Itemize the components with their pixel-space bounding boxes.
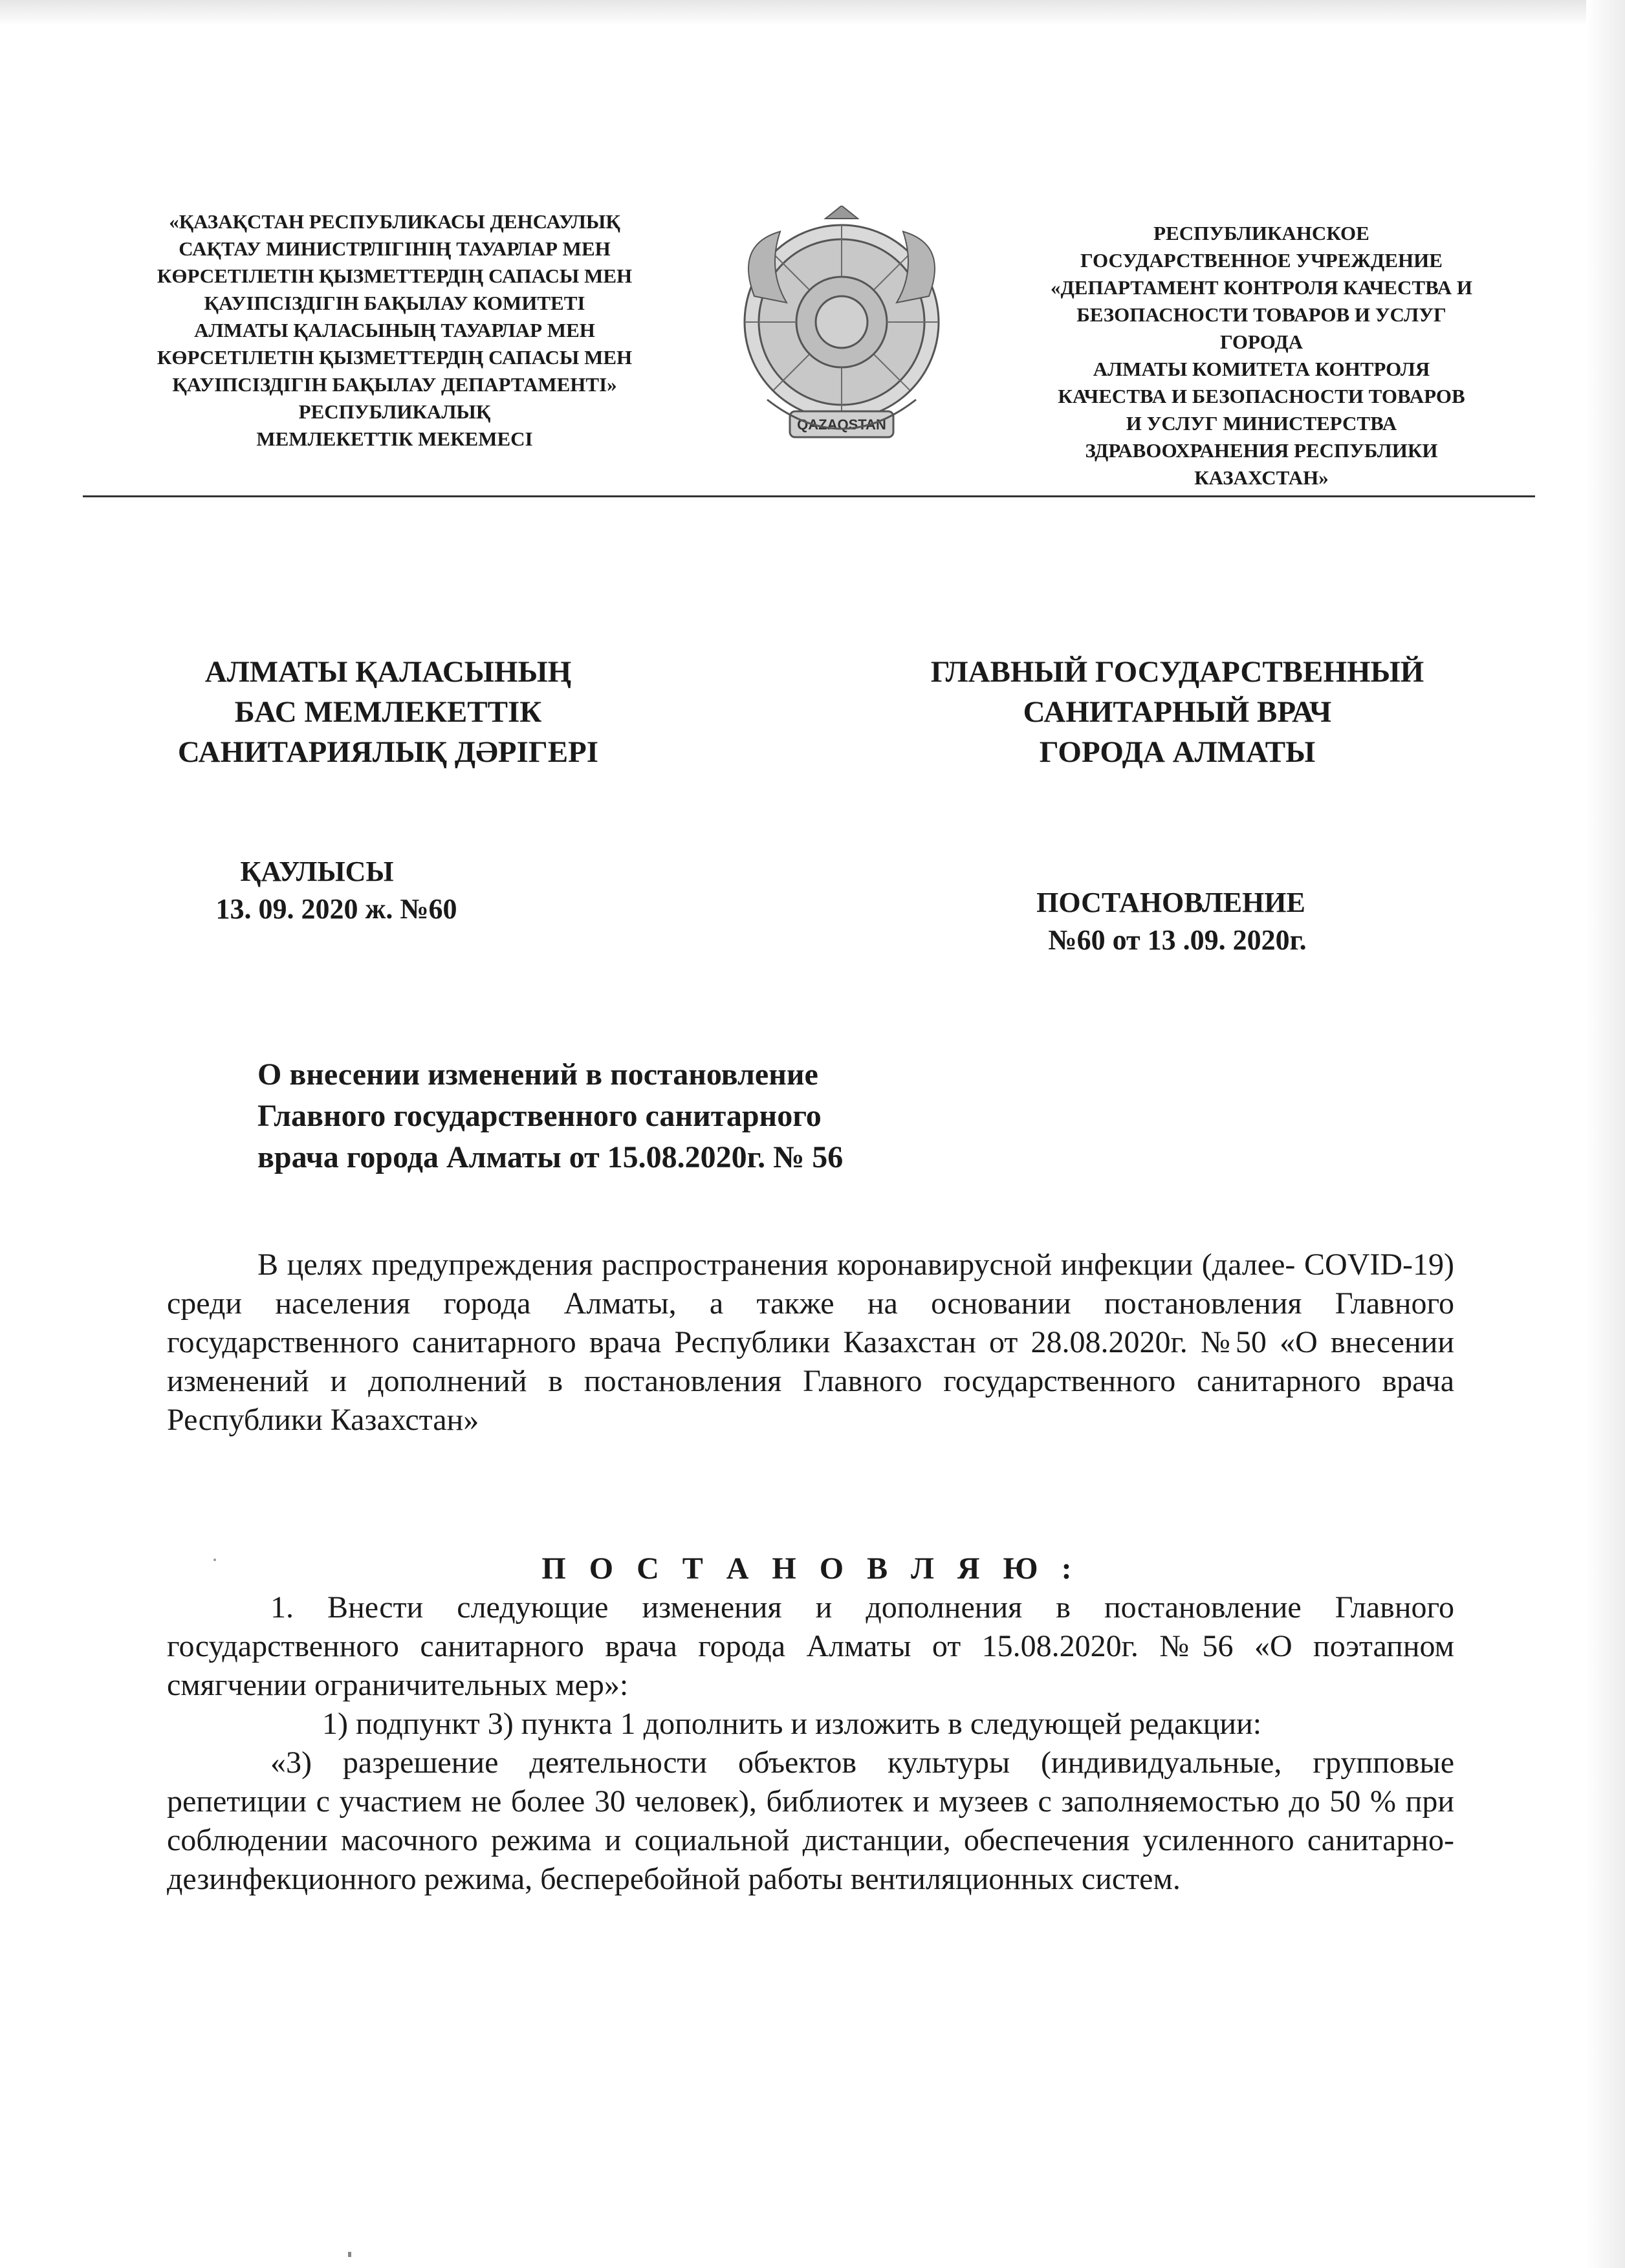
official-title-ru-line: ГЛАВНЫЙ ГОСУДАРСТВЕННЫЙ	[930, 655, 1424, 689]
letterhead-ru	[983, 220, 1540, 491]
letterhead-kz-line: КӨРСЕТІЛЕТІН ҚЫЗМЕТТЕРДІҢ САПАСЫ МЕН	[157, 346, 633, 369]
letterhead-kz-line: САҚТАУ МИНИСТРЛІГІНІҢ ТАУАРЛАР МЕН	[179, 237, 611, 260]
letterhead-kz-line: РЕСПУБЛИКАЛЫҚ	[298, 400, 491, 423]
letterhead-kz-line: ҚАУІПСІЗДІГІН БАҚЫЛАУ КОМИТЕТІ	[204, 292, 585, 314]
letterhead-ru-line: И УСЛУГ МИНИСТЕРСТВА	[1126, 412, 1397, 435]
doc-type-kz: ҚАУЛЫСЫ	[240, 856, 394, 887]
letterhead-ru-line: ГОРОДА	[1219, 330, 1303, 353]
letterhead-ru-line: ГОСУДАРСТВЕННОЕ УЧРЕЖДЕНИЕ	[1080, 249, 1443, 272]
letterhead-ru-line: БЕЗОПАСНОСТИ ТОВАРОВ И УСЛУГ	[1076, 303, 1446, 326]
letterhead-ru-line: КАЧЕСТВА И БЕЗОПАСНОСТИ ТОВАРОВ	[1058, 385, 1465, 407]
letterhead-divider	[83, 495, 1535, 497]
letterhead-kz-line: МЕМЛЕКЕТТІК МЕКЕМЕСІ	[256, 427, 533, 450]
letterhead-ru-line: РЕСПУБЛИКАНСКОЕ	[1153, 222, 1369, 244]
subject-line: О внесении изменений в постановление	[257, 1057, 818, 1092]
letterhead-kz-line: «ҚАЗАҚСТАН РЕСПУБЛИКАСЫ ДЕНСАУЛЫҚ	[169, 210, 620, 233]
official-title-ru-line: САНИТАРНЫЙ ВРАЧ	[1023, 695, 1332, 729]
official-title-kz-line: БАС МЕМЛЕКЕТТІК	[234, 695, 542, 729]
letterhead-ru-line: АЛМАТЫ КОМИТЕТА КОНТРОЛЯ	[1093, 358, 1430, 380]
official-title-kz	[123, 652, 653, 772]
letterhead-ru-line: КАЗАХСТАН»	[1194, 466, 1329, 489]
doc-type-ru: ПОСТАНОВЛЕНИЕ	[1036, 887, 1305, 918]
document-subject	[257, 1054, 1098, 1178]
scan-shadow-top	[0, 0, 1625, 26]
official-title-kz-line: АЛМАТЫ ҚАЛАСЫНЫҢ	[204, 655, 572, 689]
subject-line: врача города Алматы от 15.08.2020г. № 56	[257, 1140, 844, 1174]
official-title-ru	[867, 652, 1488, 772]
subitem-1-paragraph: 1) подпункт 3) пункта 1 дополнить и изложить в следующей редакции:	[322, 1707, 1262, 1741]
letterhead-kz-line: ҚАУІПСІЗДІГІН БАҚЫЛАУ ДЕПАРТАМЕНТІ»	[172, 373, 617, 396]
letterhead-kz-line: КӨРСЕТІЛЕТІН ҚЫЗМЕТТЕРДІҢ САПАСЫ МЕН	[157, 265, 633, 287]
letterhead-ru-line: ЗДРАВООХРАНЕНИЯ РЕСПУБЛИКИ	[1085, 439, 1438, 462]
subject-line: Главного государственного санитарного	[257, 1099, 822, 1133]
item-1-paragraph: 1. Внести следующие изменения и дополнения в постановление Главного государственного санитарного врача города Алматы от 15.08.2020г. №56 «О поэтапном смягчении ограничительных мер»:	[167, 1590, 1454, 1702]
doc-date-number-ru: №60 от 13 .09. 2020г.	[1048, 924, 1307, 956]
official-title-ru-line: ГОРОДА АЛМАТЫ	[1039, 735, 1316, 769]
scan-speck	[348, 2252, 351, 2257]
preamble-paragraph: В целях предупреждения распространения коронавирусной инфекции (далее- COVID-19) среди населения города Алматы, а также на основании постановления Главного государственного санитарного врача Республики Казахстан от 28.08.2020г. №50 «О внесении изменений и дополнений в постановления Главного государственного санитарного врача Республики Казахстан»	[167, 1247, 1454, 1437]
official-title-kz-line: САНИТАРИЯЛЫҚ ДӘРІГЕРІ	[177, 735, 599, 769]
emblem-caption: QAZAQSTAN	[797, 416, 886, 433]
doc-date-number-kz: 13. 09. 2020 ж. №60	[215, 893, 457, 925]
decree-heading: П О С Т А Н О В Л Я Ю :	[541, 1551, 1080, 1586]
state-emblem-kazakhstan-icon	[728, 206, 955, 464]
letterhead-kz	[97, 208, 692, 453]
letterhead-ru-line: «ДЕПАРТАМЕНТ КОНТРОЛЯ КАЧЕСТВА И	[1050, 276, 1473, 299]
subpoint-3-paragraph: «3) разрешение деятельности объектов культуры (индивидуальные, групповые репетиции с участием не более 30 человек), библиотек и музеев с заполняемостью до 50 % при соблюдении масочного режима и социальной дистанции, обеспечения усиленного санитарно-дезинфекционного режима, бесперебойной работы вентиляционных систем.	[167, 1745, 1454, 1896]
scan-shadow-right	[1586, 0, 1625, 2268]
letterhead-kz-line: АЛМАТЫ ҚАЛАСЫНЫҢ ТАУАРЛАР МЕН	[194, 319, 595, 341]
